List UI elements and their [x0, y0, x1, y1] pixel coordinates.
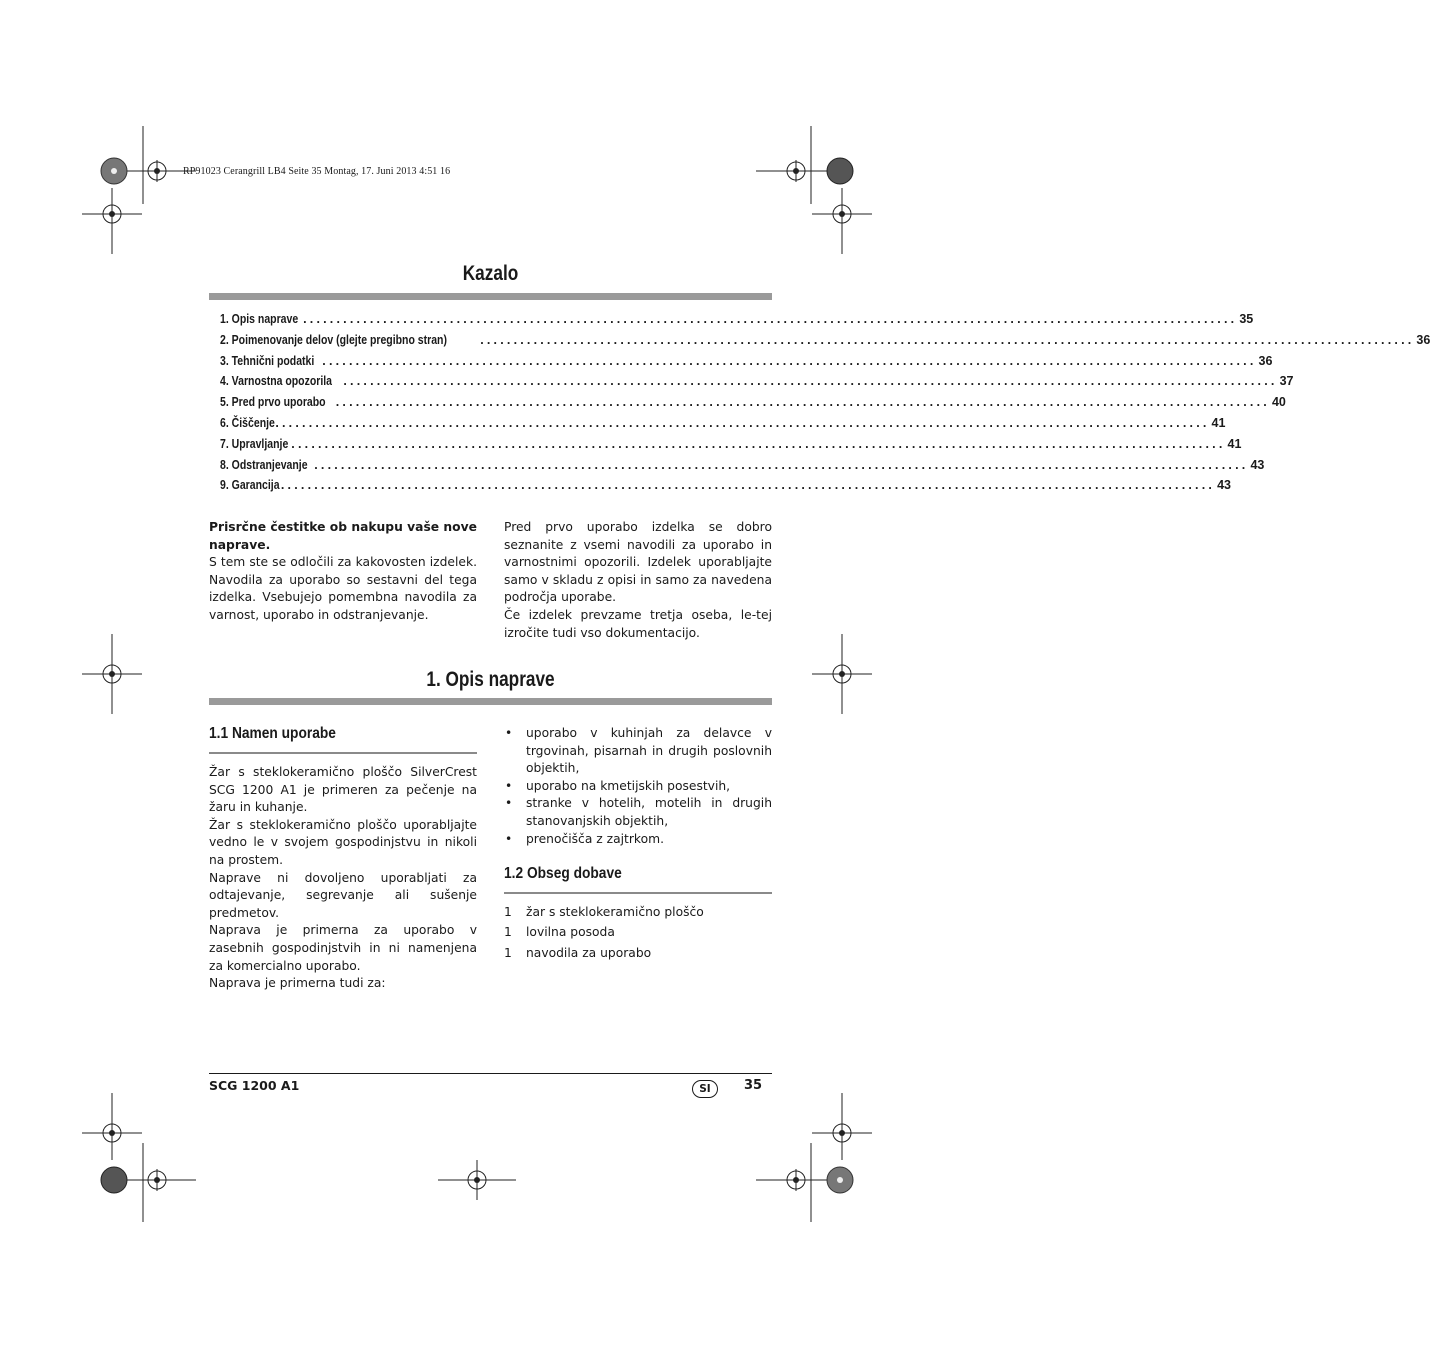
toc-entry — [220, 457, 1265, 476]
list-item: 1 žar s steklokeramično ploščo — [504, 905, 704, 919]
section-title-rule — [209, 698, 772, 705]
subsection-title-scope: 1.2 Obseg dobave — [504, 865, 622, 882]
list-item: 1 navodila za uporabo — [504, 945, 652, 960]
intro-right-p2: Če izdelek prevzame tretja oseba, le-tej izročite tudi vso dokumentacijo. — [504, 607, 772, 640]
toc-entry-page: 43 — [1250, 457, 1265, 472]
print-info-header: RP91023 Cerangrill LB4 Seite 35 Montag, 17. Juni 2013 4:51 16 — [183, 166, 451, 177]
toc-entry-label: 9. Garancija — [220, 478, 280, 493]
subsection-title-purpose: 1.1 Namen uporabe — [209, 725, 336, 742]
toc-entry-label: 1. Opis naprave — [220, 312, 299, 326]
footer-rule — [209, 1073, 772, 1074]
section-title: 1. Opis naprave — [426, 668, 555, 691]
toc-entry-label: 7. Upravljanje — [220, 436, 289, 451]
list-item: • prenočišča z zajtrkom. — [504, 831, 772, 849]
purpose-p3: Naprave ni dovoljeno uporabljati za odtajevanje, segrevanje ali sušenje predmetov. — [209, 870, 477, 920]
list-item: • uporabo na kmetijskih posestvih, — [504, 778, 772, 796]
intro-lead: Prisrčne čestitke ob nakupu vaše nove naprave. — [209, 520, 477, 552]
toc-title: Kazalo — [462, 262, 519, 285]
purpose-p4: Naprava je primerna za uporabo v zasebnih gospodinjstvih in ni namenjena za komercialno uporabo. — [209, 923, 477, 973]
toc-leader-dots: ............................................................................................................................................ — [280, 478, 1216, 493]
intro-left-column — [209, 519, 477, 625]
toc-leader-dots: ............................................................................................................................................ — [335, 395, 1270, 410]
toc-entry-label: 6. Čiščenje — [220, 416, 275, 430]
toc-entry-label: 2. Poimenovanje delov (glejte pregibno stran) — [220, 332, 447, 347]
toc-leader-dots: ............................................................................................................................................ — [314, 457, 1249, 472]
list-item: • stranke v hotelih, motelih in drugih stanovanjskih objektih, — [504, 795, 772, 830]
purpose-p5: Naprava je primerna tudi za: — [209, 976, 386, 991]
toc-entry-page: 41 — [1211, 416, 1226, 430]
intro-right-p1: Pred prvo uporabo izdelka se dobro seznanite z vsemi navodili za uporabo in varnostnimi opozorili. Izdelek uporabljajte samo v skladu z opisi in samo za navedena področja uporabe. — [504, 520, 772, 605]
purpose-left-text — [209, 764, 477, 993]
toc-entry — [220, 416, 1226, 434]
language-badge: SI — [692, 1080, 718, 1098]
toc-leader-dots: ............................................................................................................................................ — [480, 332, 1415, 347]
toc-entry-label: 5. Pred prvo uporabo — [220, 395, 326, 410]
toc-leader-dots: ............................................................................................................................................ — [343, 374, 1278, 389]
purpose-bullets — [504, 725, 772, 848]
toc-entry — [220, 332, 1430, 351]
purpose-p1: Žar s steklokeramično ploščo SilverCrest SCG 1200 A1 je primeren za pečenje na žaru in kuhanje. — [209, 765, 477, 815]
toc-leader-dots: ............................................................................................................................................ — [322, 353, 1257, 368]
intro-left-text: S tem ste se odločili za kakovosten izdelek. Navodila za uporabo so sestavni del tega izdelka. Vsebujejo pomembna navodila za varnost, uporabo in odstranjevanje. — [209, 555, 477, 622]
toc-leader-dots: ............................................................................................................................................ — [275, 416, 1210, 430]
toc-entry — [220, 436, 1242, 455]
toc-entry — [220, 395, 1286, 413]
list-item: • uporabo v kuhinjah za delavce v trgovinah, pisarnah in drugih poslovnih objektih, — [504, 725, 772, 778]
page-number: 35 — [744, 1078, 763, 1093]
subsection-rule-scope — [504, 892, 772, 894]
list-item: 1 lovilna posoda — [504, 925, 615, 940]
toc-entry-page: 37 — [1279, 374, 1294, 389]
purpose-p2: Žar s steklokeramično ploščo uporabljajte vedno le v svojem gospodinjstvu in nikoli na prostem. — [209, 817, 477, 867]
toc-entry-label: 4. Varnostna opozorila — [220, 374, 333, 389]
toc-leader-dots: ............................................................................................................................................ — [303, 312, 1238, 326]
toc-entry — [220, 353, 1273, 372]
toc-entry-page: 36 — [1416, 332, 1430, 347]
toc-leader-dots: ............................................................................................................................................ — [291, 436, 1226, 451]
toc-entry-page: 40 — [1271, 395, 1286, 410]
toc-entry-label: 3. Tehnični podatki — [220, 353, 315, 368]
toc-entry — [220, 312, 1254, 330]
scope-list — [504, 904, 772, 965]
footer-model: SCG 1200 A1 — [209, 1078, 300, 1093]
subsection-rule-purpose — [209, 752, 477, 754]
intro-right-column — [504, 519, 772, 642]
toc-entry-page: 43 — [1217, 478, 1231, 493]
toc-entry — [220, 478, 1231, 496]
toc-entry-page: 41 — [1227, 436, 1242, 451]
toc-entry — [220, 374, 1294, 392]
toc-entry-page: 36 — [1258, 353, 1273, 368]
toc-entry-page: 35 — [1239, 312, 1254, 326]
toc-title-rule — [209, 293, 772, 300]
toc-entry-label: 8. Odstranjevanje — [220, 457, 308, 472]
